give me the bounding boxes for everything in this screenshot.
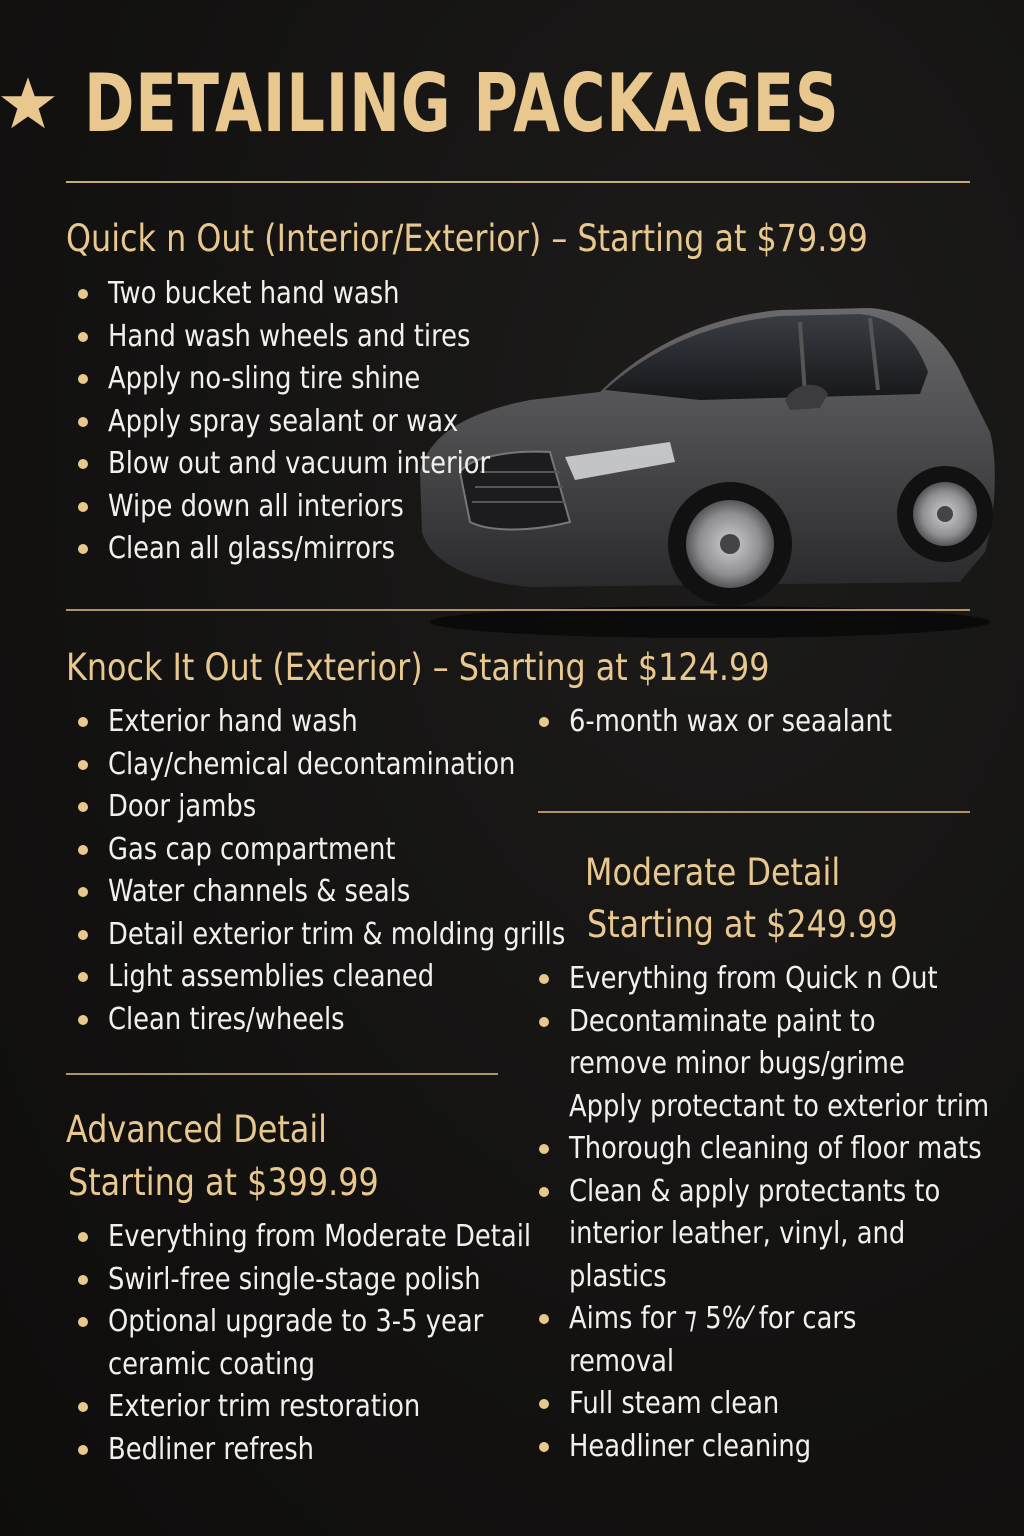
list-item: Headliner cleaning [527,1426,1024,1469]
list-item: Everything from Moderate Detail [66,1216,600,1259]
list-item: removal [569,1343,675,1379]
divider [66,609,970,611]
bullet [539,974,549,984]
list-item: Hand wash wheels and tires [66,316,552,359]
list-item: Clean & apply protectants to [527,1171,1024,1214]
list-item: 6-month wax or seaalant [527,701,945,744]
divider [538,811,970,813]
bullet [78,1275,88,1285]
bullet [78,374,88,384]
moderate-package-price: Starting at $249.99 [587,903,898,946]
list-item: Bedliner refresh [66,1429,600,1472]
bullet [78,972,88,982]
advanced-package-list [66,1216,600,1471]
divider [66,1073,498,1075]
star-icon [0,55,56,151]
list-item: plastics [569,1258,667,1294]
page-title: DETAILING PACKAGES [84,56,840,150]
bullet [78,459,88,469]
list-item: Optional upgrade to 3-5 year [66,1301,600,1344]
list-item: Door jambs [66,786,640,829]
bullet [78,502,88,512]
list-item: Gas cap compartment [66,829,640,872]
list-item: Exterior hand wash [66,701,640,744]
list-item: interior leather, vinyl, and [569,1216,906,1251]
bullet [78,760,88,770]
list-item: Two bucket hand wash [66,273,552,316]
bullet [78,1232,88,1242]
list-item: Apply no-sling tire shine [66,358,552,401]
bullet [78,289,88,299]
list-item: remove minor bugs/grime [569,1046,905,1081]
bullet [78,887,88,897]
list-item: Thorough cleaning of floor mats [527,1128,1024,1171]
list-item: Clay/chemical decontamination [66,744,640,787]
bullet [78,930,88,940]
knock-package-extra-list [527,701,945,744]
divider [66,181,970,183]
list-item: Clean all glass/mirrors [66,528,552,571]
bullet [78,717,88,727]
bullet [78,1015,88,1025]
quick-package-heading: Quick n Out (Interior/Exterior) – Starting at $79.99 [66,217,868,260]
moderate-package-heading: Moderate Detail [585,851,841,894]
bullet [78,1317,88,1327]
bullet [78,332,88,342]
list-item: Detail exterior trim & molding grills [66,914,640,957]
list-item: Apply protectant to exterior trim [569,1088,990,1124]
list-item: Light assemblies cleaned [66,956,640,999]
bullet [539,1144,549,1154]
page-header [0,48,1024,158]
bullet [78,544,88,554]
quick-package-list [66,273,552,571]
moderate-package-list [527,958,1024,1468]
list-item: Blow out and vacuum interior [66,443,552,486]
advanced-package-price: Starting at $399.99 [68,1161,379,1204]
bullet [78,1402,88,1412]
list-item: Aims for ⁊ 5%⁄ for cars [527,1298,1024,1341]
list-item: Clean tires/wheels [66,999,640,1042]
bullet [539,1187,549,1197]
list-item: ceramic coating [108,1346,315,1382]
advanced-package-heading: Advanced Detail [66,1108,328,1151]
bullet [78,1445,88,1455]
bullet [78,417,88,427]
list-item: Decontaminate paint to [527,1001,1024,1044]
list-item: Apply spray sealant or wax [66,401,552,444]
bullet [539,717,549,727]
bullet [78,845,88,855]
bullet [78,802,88,812]
list-item: Swirl-free single-stage polish [66,1259,600,1302]
list-item: Everything from Quick n Out [527,958,1024,1001]
list-item: Water channels & seals [66,871,640,914]
bullet [539,1017,549,1027]
list-item: Full steam clean [527,1383,1024,1426]
list-item: Wipe down all interiors [66,486,552,529]
list-item: Exterior trim restoration [66,1386,600,1429]
knock-package-heading: Knock It Out (Exterior) – Starting at $124.99 [66,646,770,689]
